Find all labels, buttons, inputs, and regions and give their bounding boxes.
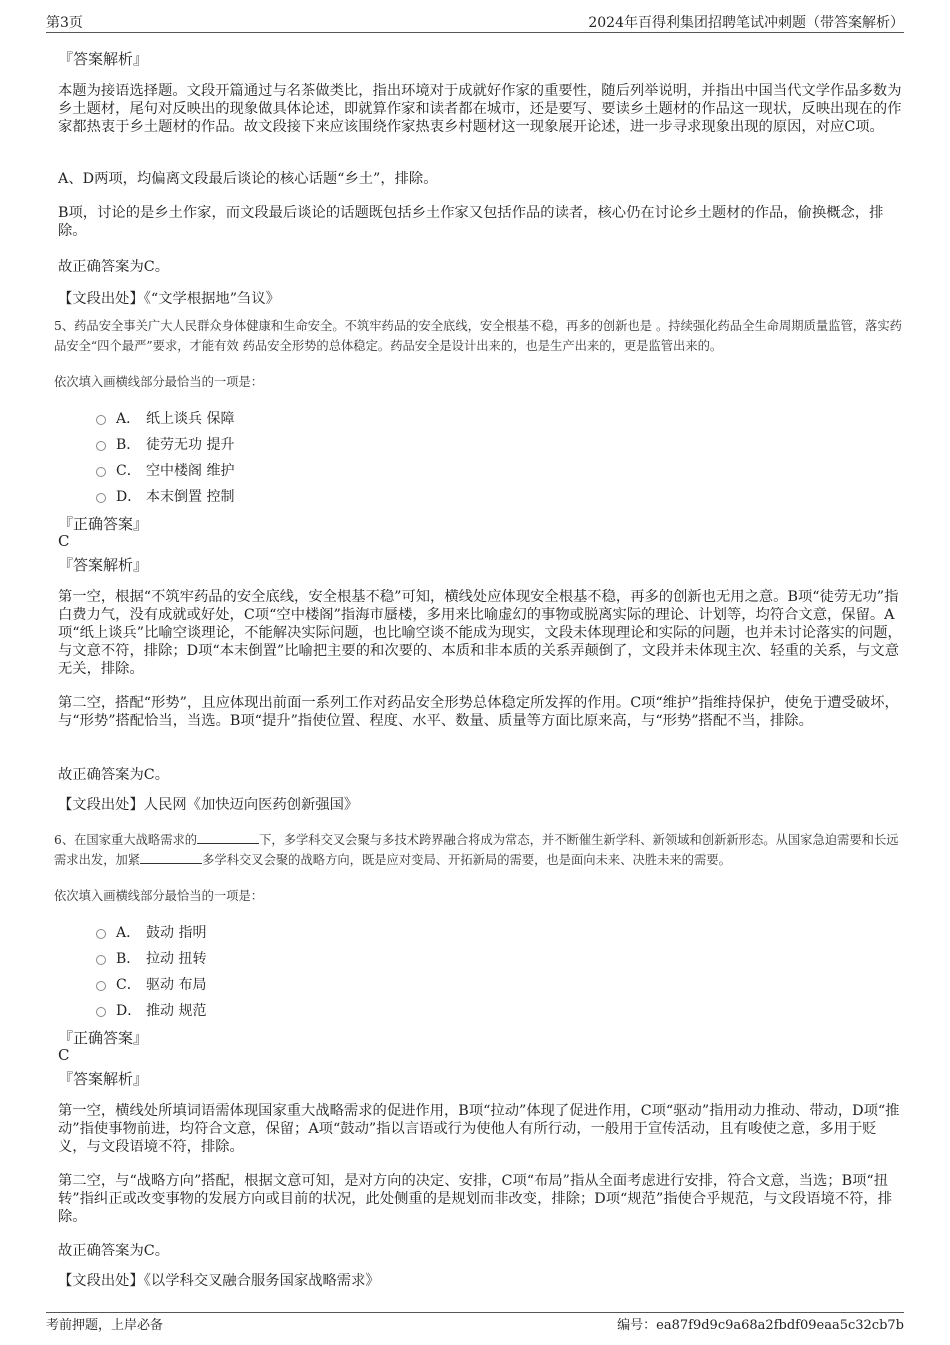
source: 【文段出处】《以学科交叉融合服务国家战略需求》 [58, 1273, 380, 1289]
question-stem: 5、药品安全事关广大人民群众身体健康和生命安全。不筑牢药品的安全底线，安全根基不稳，再多的创新也是 。持续强化药品全生命周期质量监管，落实药品安全“四个最严”要求，才能有效 药品安全形势的总体稳定。药品安全是设计出来的，也是生产出来的，更是监管出来的。 [54, 319, 902, 353]
option-d[interactable]: D． 本末倒置 控制 [96, 486, 234, 506]
analysis-label: 『答案解析』 [58, 1070, 149, 1088]
source: 【文段出处】人民网《加快迈向医药创新强国》 [58, 797, 359, 813]
option-c[interactable]: C． 空中楼阁 维护 [96, 460, 234, 480]
radio-icon[interactable] [96, 1007, 106, 1017]
footer-slogan: 考前押题，上岸必备 [46, 1318, 164, 1333]
document-title: 2024年百得利集团招聘笔试冲刺题（带答案解析） [588, 15, 904, 31]
conclusion: 故正确答案为C。 [58, 259, 170, 275]
option-d[interactable]: D． 推动 规范 [96, 1000, 206, 1020]
document-id: 编号：ea87f9d9c9a68a2fbdf09eaa5c32cb7b [617, 1318, 904, 1333]
source: 【文段出处】《“文学根据地”刍议》 [58, 291, 280, 307]
answer-value: C [58, 532, 70, 550]
analysis-paragraph: 第一空，横线处所填词语需体现国家重大战略需求的促进作用，B项“拉动”体现了促进作用，C项“驱动”指用动力推动、带动，D项“推动”指使事物前进，均符合文意，保留；A项“鼓动”指以言语或行为使他人有所行动，一般用于宣传活动，且有唆使之意，多用于贬义，与文段语境不符，排除。 [58, 1103, 900, 1155]
analysis-paragraph: 第二空，与“战略方向”搭配，根据文意可知，是对方向的决定、安排，C项“布局”指从全面考虑进行安排，符合文意，当选；B项“扭转”指纠正或改变事物的发展方向或目前的状况，此处侧重的是规划而非改变，排除；D项“规范”指使合乎规范，与文段语境不符，排除。 [58, 1173, 893, 1225]
page-header [46, 12, 904, 33]
page-number: 第3页 [46, 15, 83, 31]
answer-value: C [58, 1046, 70, 1064]
analysis-label: 『答案解析』 [58, 556, 149, 574]
radio-icon[interactable] [96, 981, 106, 991]
radio-icon[interactable] [96, 415, 106, 425]
radio-icon[interactable] [96, 493, 106, 503]
radio-icon[interactable] [96, 467, 106, 477]
conclusion: 故正确答案为C。 [58, 1243, 170, 1259]
option-a[interactable]: A． 纸上谈兵 保障 [96, 408, 234, 428]
blank-line [140, 853, 202, 864]
radio-icon[interactable] [96, 929, 106, 939]
option-a[interactable]: A． 鼓动 指明 [96, 922, 206, 942]
answer-label: 『正确答案』 [58, 515, 149, 533]
option-b[interactable]: B． 拉动 扭转 [96, 948, 206, 968]
blank-line [197, 833, 259, 844]
conclusion: 故正确答案为C。 [58, 767, 170, 783]
radio-icon[interactable] [96, 955, 106, 965]
question-stem: 6、在国家重大战略需求的 下，多学科交叉会聚与多技术跨界融合将成为常态，并不断催生新学科、新领域和创新新形态。从国家急迫需要和长远需求出发，加紧 多学科交叉会聚的战略方向，既是应对变局、开拓新局的需要，也是面向未来、决胜未来的需要。 [54, 833, 899, 867]
option-c[interactable]: C． 驱动 布局 [96, 974, 206, 994]
page-footer [46, 1312, 904, 1333]
analysis-label: 『答案解析』 [58, 50, 149, 68]
instruction: 依次填入画横线部分最恰当的一项是： [54, 375, 264, 389]
option-b[interactable]: B． 徒劳无功 提升 [96, 434, 234, 454]
instruction: 依次填入画横线部分最恰当的一项是： [54, 889, 264, 903]
analysis-paragraph: 第二空，搭配“形势”，且应体现出前面一系列工作对药品安全形势总体稳定所发挥的作用。C项“维护”指维持保护，使免于遭受破坏，与“形势”搭配恰当，当选。B项“提升”指使位置、程度、水平、数量、质量等方面比原来高，与“形势”搭配不当，排除。 [58, 695, 899, 729]
answer-label: 『正确答案』 [58, 1029, 149, 1047]
analysis-paragraph: A、D两项，均偏离文段最后谈论的核心话题“乡土”，排除。 [58, 171, 438, 187]
analysis-paragraph: B项，讨论的是乡土作家，而文段最后谈论的话题既包括乡土作家又包括作品的读者，核心仍在讨论乡土题材的作品，偷换概念，排除。 [58, 205, 884, 239]
analysis-paragraph: 本题为接语选择题。文段开篇通过与名茶做类比，指出环境对于成就好作家的重要性，随后列举说明，并指出中国当代文学作品多数为乡土题材，尾句对反映出的现象做具体论述，即就算作家和读者都在城市，还是要写、要读乡土题材的作品这一现状，反映出现在的作家都热衷于乡土题材的作品。故文段接下来应该围绕作家热衷乡村题材这一现象展开论述，进一步寻求现象出现的原因，对应C项。 [58, 83, 902, 135]
radio-icon[interactable] [96, 441, 106, 451]
analysis-paragraph: 第一空，根据“不筑牢药品的安全底线，安全根基不稳”可知，横线处应体现安全根基不稳，再多的创新也无用之意。B项“徒劳无功”指白费力气，没有成就或好处，C项“空中楼阁”指海市蜃楼，多用来比喻虚幻的事物或脱离实际的理论、计划等，均符合文意，保留。A项“纸上谈兵”比喻空谈理论，不能解决实际问题，也比喻空谈不能成为现实，文段未体现理论和实际的问题，也并未讨论落实的问题，与文意不符，排除；D项“本末倒置”比喻把主要的和次要的、本质和非本质的关系弄颠倒了，文段并未体现主次、轻重的关系，与文意无关，排除。 [58, 589, 902, 677]
